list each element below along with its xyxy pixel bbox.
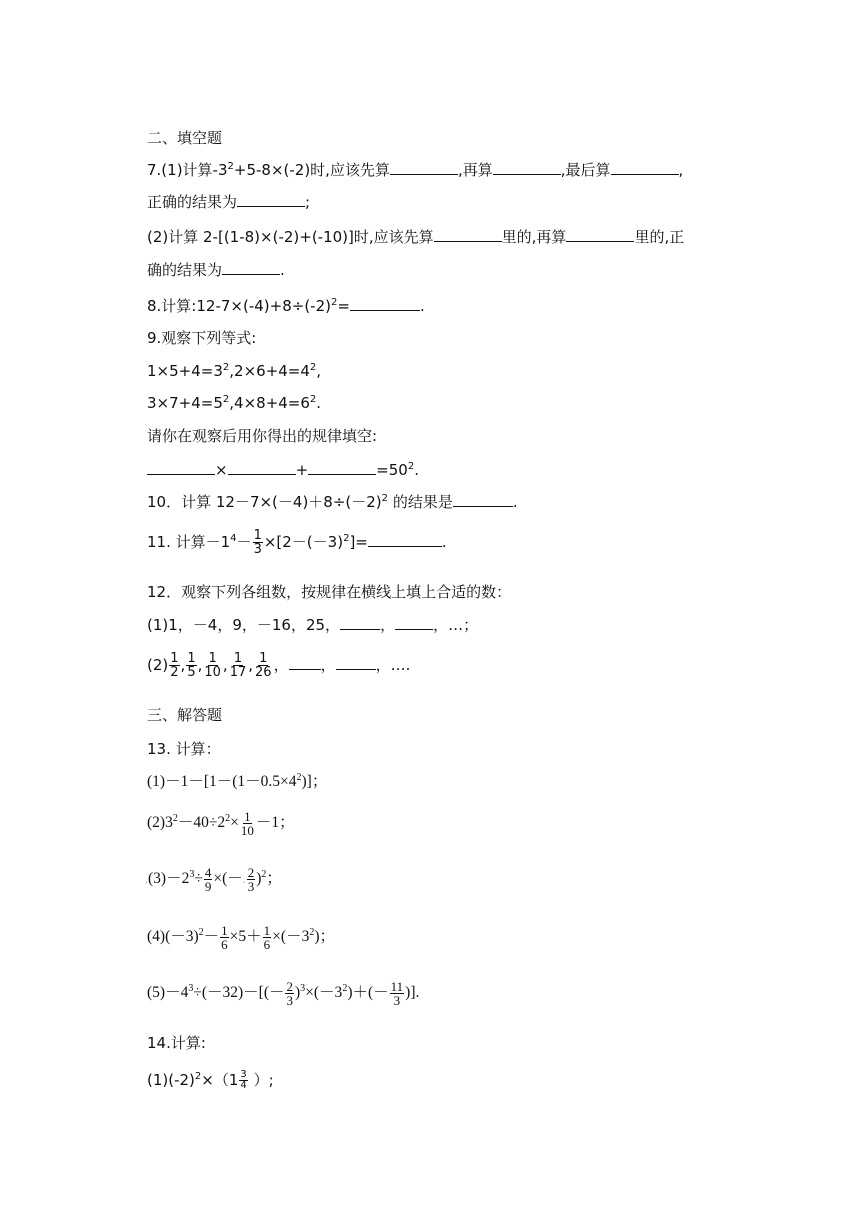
question-10: 10．计算 $12-7\times(-4)+8\div(-2)^2$ 的结果是 . xyxy=(147,493,518,511)
fraction: $\frac{3}{4}$ xyxy=(240,1069,247,1091)
question-12-part-1: (1)1，－4，9，－16，25， ， ，…； xyxy=(147,616,479,634)
answer-blank[interactable] xyxy=(308,460,376,475)
question-7-line-3: (2)计算 2-[(1-8)×(-2)+(-10)]时,应该先算 里的,再算 里的,正 xyxy=(147,228,685,246)
fraction: $\frac{1}{5}$ xyxy=(187,651,196,680)
question-13-part-4: $(4)(-3)^2-$ $\frac{1}{6}$ ×5＋ $\frac{1}{6}$ $\times(-3^2)$； xyxy=(147,922,335,952)
margin-mark: . xyxy=(242,872,246,886)
fraction: $\frac{1}{10}$ xyxy=(240,808,254,838)
answer-blank[interactable] xyxy=(434,227,502,242)
question-9-equations-2: $3\times 7+4=5^2,4\times 8+4=6^2$. xyxy=(147,394,322,412)
answer-blank[interactable] xyxy=(336,655,376,670)
fraction: $\frac{1}{6}$ xyxy=(263,922,271,952)
answer-blank[interactable] xyxy=(566,227,634,242)
question-9-title: 9.观察下列等式: xyxy=(147,329,257,347)
fraction: $\frac{11}{3}$ xyxy=(390,978,404,1008)
section-heading-solve: 三、解答题 xyxy=(147,706,223,724)
question-14-title: 14.计算: xyxy=(147,1034,206,1052)
fraction: $\frac{1}{26}$ xyxy=(255,651,272,680)
question-9-fill: × + $=50^2$. xyxy=(147,460,419,480)
question-13-part-5: $(5)-4^3\div(-32)-[(-$ $\frac{2}{3}$ )$^3\times(-3^2)+(-$ $\frac{11}{3}$ )]. xyxy=(147,978,420,1008)
fraction: $\frac{1}{2}$ xyxy=(170,651,179,680)
question-12-part-2: (2) $\frac{1}{2}$ , $\frac{1}{5}$ , $\frac{1}{10}$ , $\frac{1}{17}$ , $\frac{1}{26}$ ， ， ，…. xyxy=(147,651,411,680)
section-heading-fill-in: 二、填空题 xyxy=(147,129,223,147)
question-9-equations-1: $1\times 5+4=3^2,2\times 6+4=4^2$, xyxy=(147,362,322,380)
answer-blank[interactable] xyxy=(340,615,380,630)
answer-blank[interactable] xyxy=(350,296,420,311)
question-8: 8.计算$:12-7\times(-4)+8\div(-2)^2=$ . xyxy=(147,297,425,315)
answer-blank[interactable] xyxy=(368,532,442,547)
answer-blank[interactable] xyxy=(147,460,215,475)
answer-blank[interactable] xyxy=(237,192,305,207)
question-11: 11. 计算$-1^4-$ $\frac{1}{3}$ $\times[2-(-3)^2]=$ . xyxy=(147,528,447,557)
question-7-line-4: 确的结果为 . xyxy=(147,261,285,279)
question-13-part-1: $(1)-1-[1-(1-0.5\times 4^2)]$； xyxy=(147,771,328,790)
answer-blank[interactable] xyxy=(453,492,513,507)
question-14-part-1: $(1)(-2)^2\times(1$ $\frac{3}{4}$ ）; xyxy=(147,1069,274,1091)
answer-blank[interactable] xyxy=(493,160,561,175)
fraction: $\frac{1}{10}$ xyxy=(204,651,221,680)
fraction: $\frac{1}{6}$ xyxy=(221,922,228,952)
question-7-line-1: 7.(1)计算$-3^2+5-8\times(-2)$时,应该先算 ,再算 ,最后算 , xyxy=(147,161,684,179)
question-13-part-3: $.(3)-2^3\div$ $\frac{4}{9}$ ×(－. $\frac{2}{3}$ )$^2$； xyxy=(145,864,282,894)
question-13-part-2: $(2)3^2-40\div 2^2\times$ $\frac{1}{10}$ －1； xyxy=(147,808,295,838)
question-12-title: 12．观察下列各组数，按规律在横线上填上合适的数： xyxy=(147,583,512,601)
question-7-line-2: 正确的结果为 ; xyxy=(147,193,311,211)
fraction: $\frac{1}{3}$ xyxy=(253,528,262,557)
fraction: $\frac{1}{17}$ xyxy=(229,651,247,680)
answer-blank[interactable] xyxy=(228,460,296,475)
answer-blank[interactable] xyxy=(611,160,679,175)
question-9-hint: 请你在观察后用你得出的规律填空: xyxy=(147,427,378,445)
fraction: $\frac{2}{3}$ xyxy=(247,864,255,894)
answer-blank[interactable] xyxy=(395,615,433,630)
answer-blank[interactable] xyxy=(289,655,321,670)
answer-blank[interactable] xyxy=(222,260,280,275)
fraction: $\frac{2}{3}$ xyxy=(286,978,293,1008)
question-13-title: 13. 计算： xyxy=(147,740,221,758)
answer-blank[interactable] xyxy=(390,160,458,175)
fraction: $\frac{4}{9}$ xyxy=(204,864,212,894)
margin-mark: . xyxy=(145,872,148,886)
